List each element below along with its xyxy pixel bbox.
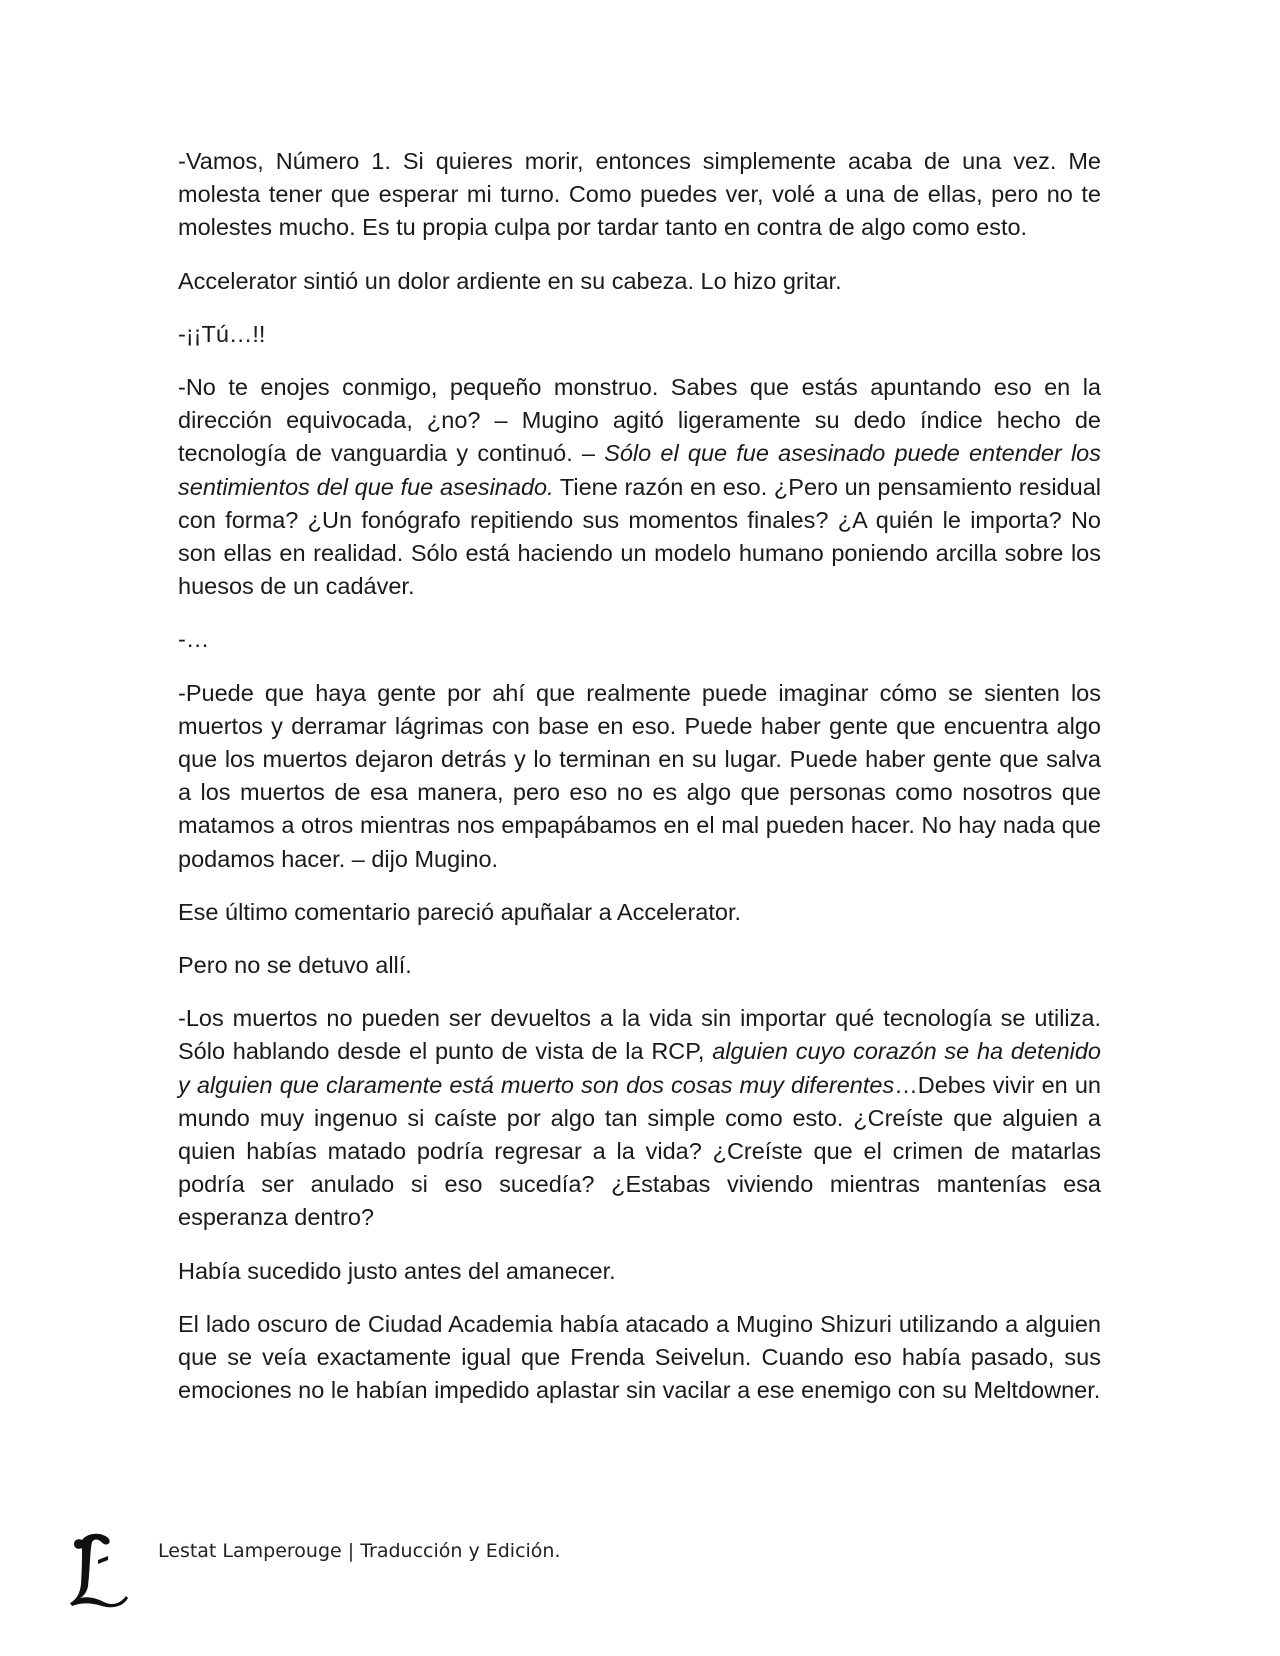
paragraph-text: -Vamos, Número 1. Si quieres morir, entonces simplemente acaba de una vez. Me molesta tener que esperar mi turno. Como puedes ver, volé a una de ellas, pero no te molestes mucho. Es tu propia culpa por tardar tanto en contra de algo como esto. (178, 148, 1101, 241)
paragraph-text: -Los muertos no pueden ser devueltos a la vida sin importar qué tecnología se utiliza. Sólo hablando desde el punto de vista de la RCP, (178, 1005, 1101, 1065)
paragraph-7 (178, 896, 1101, 929)
paragraph-italic-text: alguien cuyo corazón se ha detenido y alguien que claramente está muerto son dos cosas muy diferentes (178, 1038, 1101, 1098)
paragraph-italic-text: Sólo el que fue asesinado puede entender los sentimientos del que fue asesinado. (178, 440, 1101, 500)
paragraph-1 (178, 145, 1101, 245)
page-footer (68, 1530, 1068, 1610)
paragraph-text: Tiene razón en eso. ¿Pero un pensamiento residual con forma? ¿Un fonógrafo repitiendo sus momentos finales? ¿A quién le importa? No son ellas en realidad. Sólo está haciendo un modelo humano poniendo arcilla sobre los huesos de un cadáver. (178, 473, 1101, 600)
paragraph-text: -… (178, 626, 210, 653)
paragraph-text: Pero no se detuvo allí. (178, 952, 412, 979)
paragraph-10 (178, 1255, 1101, 1288)
paragraph-text: -No te enojes conmigo, pequeño monstruo. Sabes que estás apuntando eso en la dirección equivocada, ¿no? – Mugino agitó ligeramente su dedo índice hecho de tecnología de vanguardia y continuó. – (178, 374, 1101, 467)
paragraph-text: Había sucedido justo antes del amanecer. (178, 1257, 616, 1284)
paragraph-5 (178, 623, 1101, 656)
document-body (178, 145, 1101, 1428)
paragraph-text: -Puede que haya gente por ahí que realmente puede imaginar cómo se sienten los muertos y derramar lágrimas con base en eso. Puede haber gente que encuentra algo que los muertos dejaron detrás y lo terminan en su lugar. Puede haber gente que salva a los muertos de esa manera, pero eso no es algo que personas como nosotros que matamos a otros mientras nos empapábamos en el mal pueden hacer. No hay nada que podamos hacer. – dijo Mugino. (178, 679, 1101, 872)
paragraph-8 (178, 949, 1101, 982)
paragraph-3 (178, 318, 1101, 351)
paragraph-text: Accelerator sintió un dolor ardiente en su cabeza. Lo hizo gritar. (178, 267, 842, 294)
paragraph-text: El lado oscuro de Ciudad Academia había atacado a Mugino Shizuri utilizando a alguien que se veía exactamente igual que Frenda Seivelun. Cuando eso había pasado, sus emociones no le habían impedido aplastar sin vacilar a ese enemigo con su Meltdowner. (178, 1310, 1101, 1404)
gothic-l-logo-icon (68, 1530, 130, 1608)
paragraph-4 (178, 371, 1101, 603)
paragraph-text: Ese último comentario pareció apuñalar a Accelerator. (178, 898, 742, 925)
paragraph-11 (178, 1308, 1101, 1408)
paragraph-text: -¡¡Tú…!! (178, 320, 266, 347)
paragraph-9 (178, 1002, 1101, 1234)
paragraph-6 (178, 677, 1101, 876)
paragraph-2 (178, 265, 1101, 298)
paragraph-text: …Debes vivir en un mundo muy ingenuo si caíste por algo tan simple como esto. ¿Creíste que alguien a quien habías matado podría regresar a la vida? ¿Creíste que el crimen de matarlas podría ser anulado si eso sucedía? ¿Estabas viviendo mientras mantenías esa esperanza dentro? (178, 1071, 1101, 1231)
footer-credit-text: Lestat Lamperouge | Traducción y Edición. (158, 1540, 561, 1562)
